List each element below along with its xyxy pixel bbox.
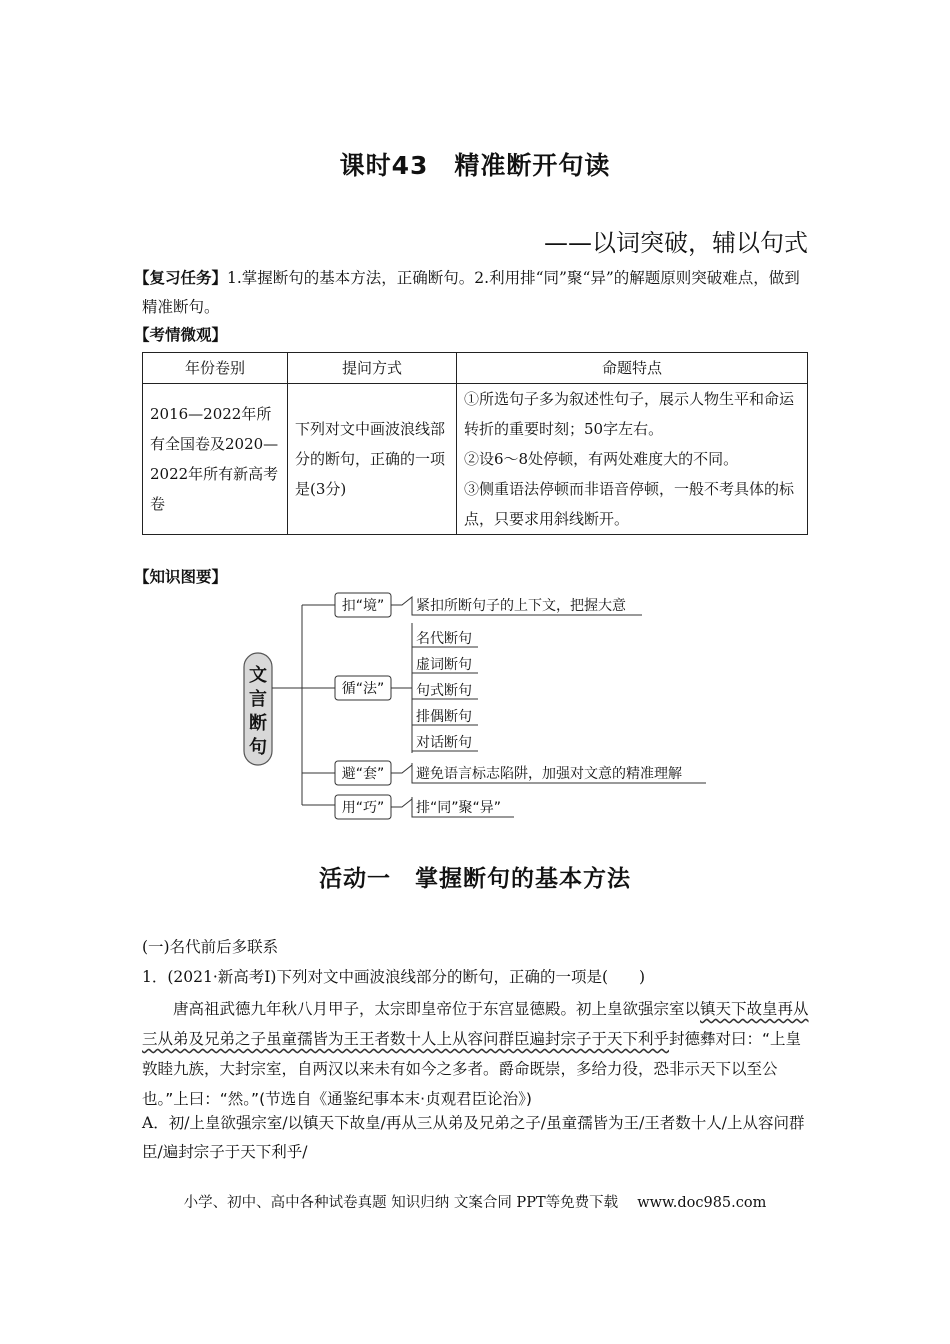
passage [142,994,814,1114]
mindmap-method-item: 句式断句 [416,683,472,699]
mindmap-branch-2: 循“法” [341,681,385,697]
passage-text: 封德彝对曰：“上皇敦睦九族，大封宗室，自两汉以来未有如今之多者。爵命既崇，多给力役，恐非示天下以至公也。”上曰：“然。”(节选自《通鉴纪事本末·贞观君臣论治》) [142,1030,802,1108]
table-cell-features [457,384,808,535]
mindmap-root-char: 言 [249,689,267,710]
mindmap-branch-3: 避“套” [341,766,385,782]
page-footer: 小学、初中、高中各种试卷真题 知识归纳 文案合同 PPT等免费下载 www.doc985.com [183,1195,767,1211]
exam-table [142,352,808,535]
mindmap-method-item: 名代断句 [416,631,472,647]
feature-item: ②设6～8处停顿，有两处难度大的不同。 [464,450,739,468]
mindmap-root-char: 文 [249,665,267,686]
mindmap-branch-4: 用“巧” [341,800,385,816]
table-cell-year: 2016—2022年所有全国卷及2020—2022年所有新高考卷 [143,384,288,535]
exam-label: 【考情微观】 [134,326,228,344]
review-task-text: 1.掌握断句的基本方法，正确断句。2.利用排“同”聚“异”的解题原则突破难点，做到精准断句。 [142,269,800,316]
option-a: A．初/上皇欲强宗室/以镇天下故皇/再从三从弟及兄弟之子/虽童孺皆为王/王者数十人/上从容问群臣/遍封宗子于天下利乎/ [142,1114,805,1161]
passage-wavy-text: 镇天下故皇再从三从弟及兄弟之子虽童孺皆为王王者数十人上从容问群臣遍封宗子于天下利乎 [142,1000,809,1048]
page-subtitle: ——以词突破，辅以句式 [544,229,808,257]
table-row [143,384,808,535]
knowledge-label: 【知识图要】 [134,568,228,586]
mindmap-trunk [272,605,335,805]
review-task-label: 【复习任务】 [134,269,228,287]
table-cell-method: 下列对文中画波浪线部分的断句，正确的一项是(3分) [288,384,457,535]
feature-item: ①所选句子多为叙述性句子，展示人物生平和命运转折的重要时刻；50字左右。 [464,390,795,438]
mindmap-root-char: 断 [249,713,267,734]
mindmap-root-char: 句 [249,737,267,758]
table-header: 年份卷别 [143,353,288,384]
mindmap-branch-3-desc: 避免语言标志陷阱，加强对文意的精准理解 [416,766,682,782]
mindmap-method-item: 对话断句 [416,735,472,751]
mindmap-branch-1: 扣“境” [341,598,385,614]
knowledge-mindmap [230,585,720,825]
page-title: 课时43 精准断开句读 [339,151,611,180]
activity-title: 活动一 掌握断句的基本方法 [319,866,631,892]
passage-text: 唐高祖武德九年秋八月甲子，太宗即皇帝位于东宫显德殿。初上皇欲强宗室以 [173,1000,701,1018]
mindmap-branch-1-desc: 紧扣所断句子的上下文，把握大意 [416,598,626,614]
mindmap-branch-4-desc: 排“同”聚“异” [416,800,502,816]
feature-item: ③侧重语法停顿而非语音停顿，一般不考具体的标点，只要求用斜线断开。 [464,480,795,528]
review-task [134,264,810,322]
table-header: 提问方式 [288,353,457,384]
mindmap-connector [391,623,412,753]
section-heading: (一)名代前后多联系 [142,938,279,956]
table-header: 命题特点 [457,353,808,384]
mindmap-method-item: 排偶断句 [416,709,472,725]
mindmap-method-item: 虚词断句 [416,657,472,673]
table-header-row [143,353,808,384]
question-stem: 1．(2021·新高考Ⅰ)下列对文中画波浪线部分的断句，正确的一项是( ) [142,968,646,986]
